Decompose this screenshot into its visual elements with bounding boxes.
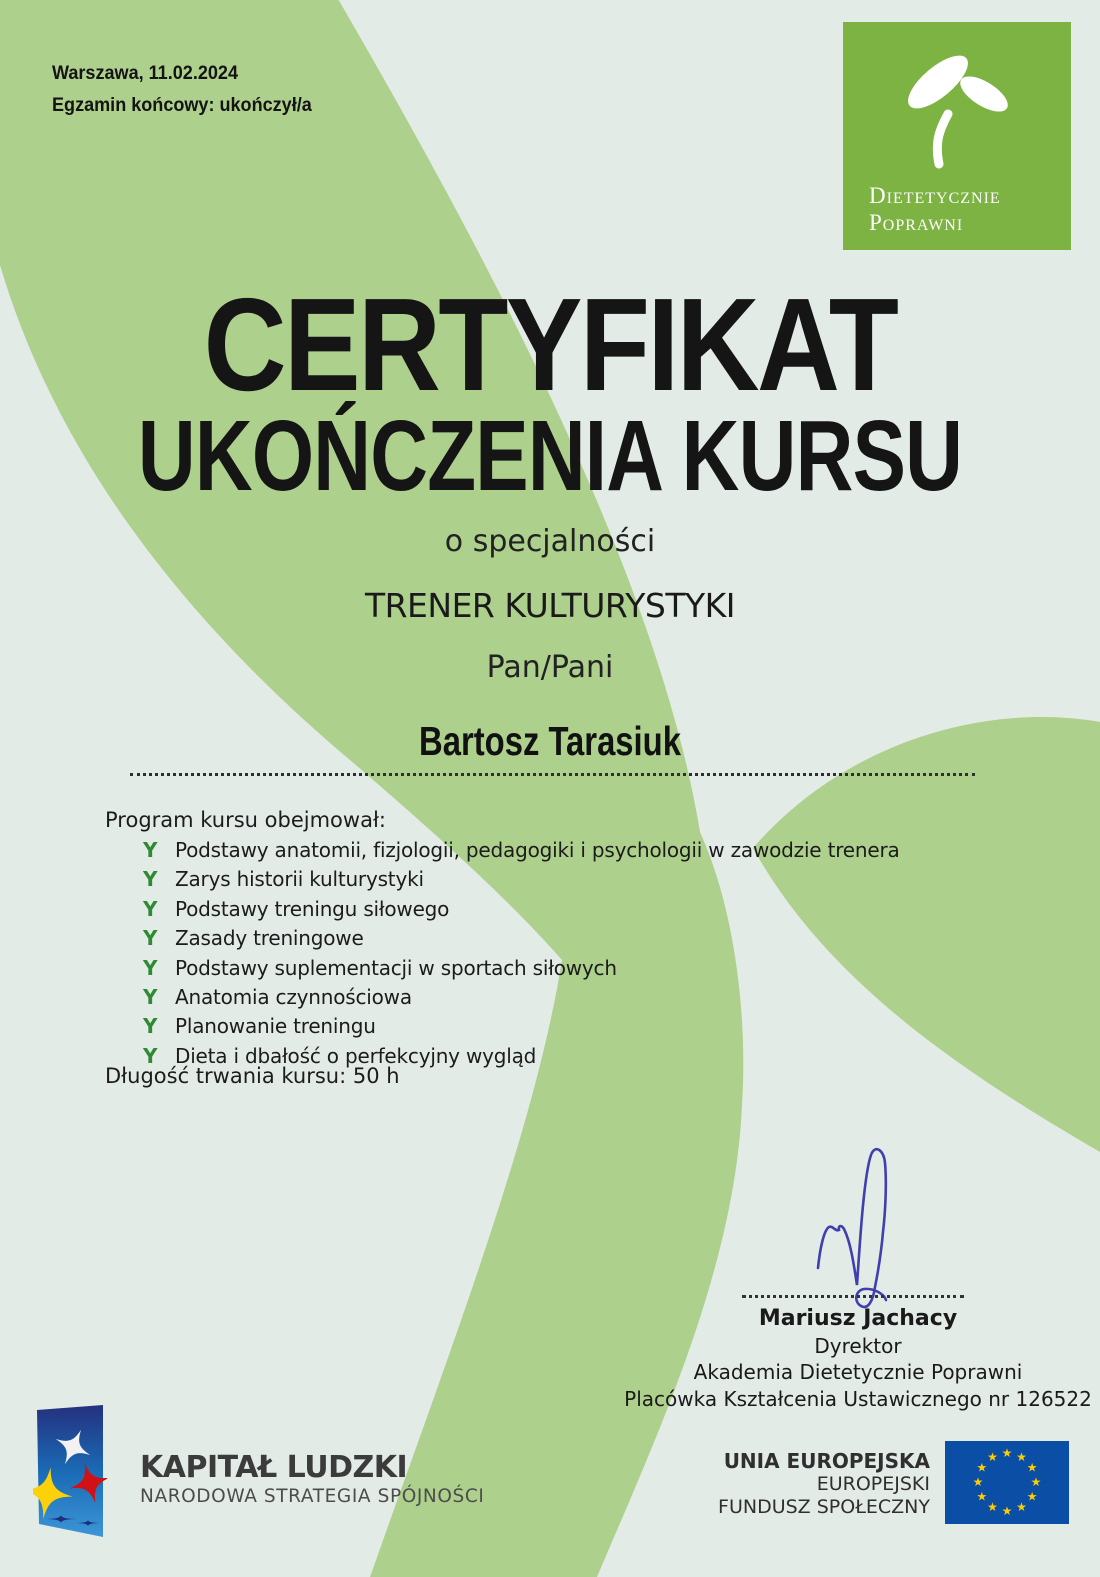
program-item-text: Planowanie treningu (175, 1014, 376, 1039)
kapital-ludzki-title: KAPITAŁ LUDZKI (140, 1450, 408, 1485)
kapital-ludzki-flag-icon (33, 1403, 107, 1543)
program-item-text: Podstawy suplementacji w sportach siłowych (175, 955, 617, 980)
brand-name-line2: Poprawni (869, 210, 964, 235)
program-item (143, 954, 900, 983)
eu-union-label: UNIA EUROPEJSKA (723, 1449, 930, 1473)
program-item-text: Anatomia czynnościowa (175, 985, 412, 1010)
sprout-bullet-icon: Y (143, 896, 158, 921)
recipient-name: Bartosz Tarasiuk (419, 718, 681, 764)
sprout-bullet-icon: Y (143, 838, 158, 862)
eu-flag-icon (945, 1441, 1069, 1524)
program-item-text: Podstawy anatomii, fizjologii, pedagogiki i psychologii w zawodzie trenera (175, 838, 900, 862)
sprout-bullet-icon: Y (143, 926, 158, 951)
sprout-bullet-icon: Y (143, 955, 158, 980)
signatory-name: Mariusz Jachacy (758, 1306, 958, 1331)
eu-star-icon: ★ (1026, 1489, 1038, 1503)
program-item-text: Dieta i dbałość o perfekcyjny wygląd (175, 1043, 537, 1068)
program-list (143, 836, 900, 1071)
eu-fund-label-line1: EUROPEJSKI (816, 1473, 930, 1495)
program-item-text: Zasady treningowe (175, 926, 364, 951)
specialty-value: TRENER KULTURYSTYKI (364, 586, 736, 625)
signatory-title: Dyrektor (814, 1333, 902, 1358)
sprout-bullet-icon: Y (143, 867, 158, 892)
sprout-bullet-icon: Y (143, 1043, 158, 1068)
program-item-text: Zarys historii kulturystyki (175, 867, 424, 892)
eu-star-icon: ★ (976, 1460, 988, 1474)
exam-result: Egzamin końcowy: ukończył/a (52, 95, 312, 116)
dotted-divider (130, 773, 975, 776)
eu-star-icon: ★ (1001, 1503, 1013, 1518)
certificate-subtitle: UKOŃCZENIA KURSU (137, 400, 963, 512)
brand-name-line1: Dietetycznie (869, 183, 1001, 208)
brand-name (869, 182, 1001, 236)
signature-scribble (780, 1135, 910, 1315)
kapital-ludzki-subtitle: NARODOWA STRATEGIA SPÓJNOŚCI (140, 1486, 485, 1507)
eu-star-icon: ★ (1030, 1474, 1042, 1489)
eu-star-icon: ★ (972, 1474, 984, 1489)
eu-star-icon: ★ (987, 1499, 998, 1514)
signature-block (620, 1306, 1096, 1412)
eu-fund-label-line2: FUNDUSZ SPOŁECZNY (718, 1496, 930, 1518)
signatory-org: Akademia Dietetycznie Poprawni (693, 1360, 1023, 1384)
eu-star-icon: ★ (1026, 1460, 1038, 1474)
eu-star-icon: ★ (976, 1489, 988, 1503)
eu-star-icon: ★ (987, 1449, 998, 1464)
course-duration: Długość trwania kursu: 50 h (105, 1064, 400, 1088)
program-item (143, 836, 900, 865)
sprout-bullet-icon: Y (143, 985, 158, 1010)
issue-place-date: Warszawa, 11.02.2024 (52, 63, 238, 84)
specialty-label: o specjalności (444, 524, 656, 559)
program-item (143, 865, 900, 894)
signatory-org-detail: Placówka Kształcenia Ustawicznego nr 126522 (624, 1386, 1092, 1411)
program-heading: Program kursu obejmował: (105, 808, 386, 832)
program-item (143, 924, 900, 953)
program-item-text: Podstawy treningu siłowego (175, 896, 450, 921)
issue-info (52, 58, 312, 122)
eu-star-icon: ★ (1001, 1445, 1013, 1460)
brand-logo (843, 22, 1071, 250)
eu-star-icon: ★ (1016, 1449, 1027, 1464)
sprout-bullet-icon: Y (143, 1014, 158, 1039)
signature-dotted-line (742, 1295, 964, 1298)
program-item (143, 895, 900, 924)
certificate-title: CERTYFIKAT (203, 271, 897, 418)
program-item (143, 983, 900, 1012)
eu-star-icon: ★ (1016, 1499, 1027, 1514)
salutation: Pan/Pani (486, 650, 614, 685)
program-item (143, 1012, 900, 1041)
eu-text-block (640, 1450, 930, 1519)
